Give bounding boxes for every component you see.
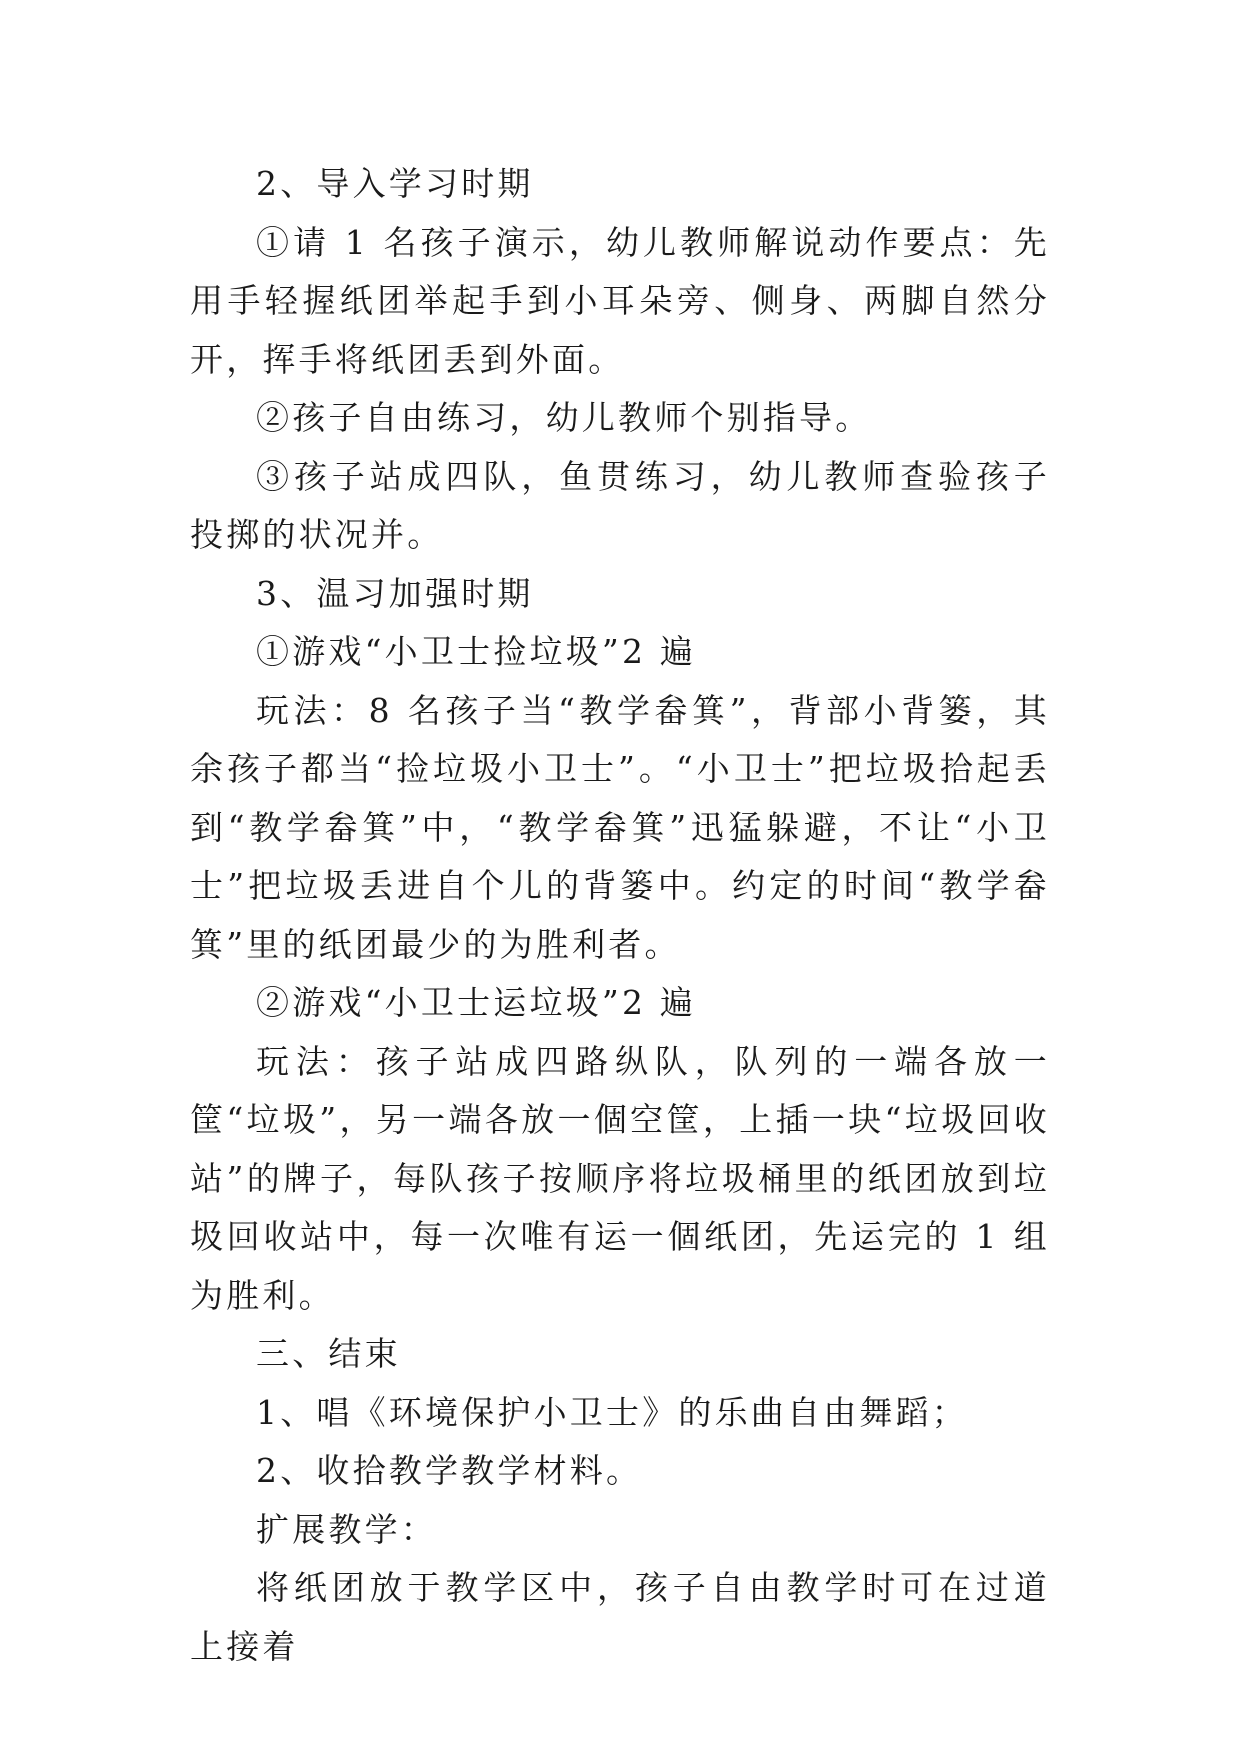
paragraph: 玩法：孩子站成四路纵队，队列的一端各放一筐“垃圾”，另一端各放一個空筐，上插一块“垃圾回收站”的牌子，每队孩子按顺序将垃圾桶里的纸团放到垃圾回收站中，每一次唯有运一個纸团，先运完的 1 组为胜利。 (190, 1041, 1050, 1315)
section-heading: 3、温习加强时期 (256, 573, 534, 613)
section-heading: 扩展教学： (256, 1509, 437, 1549)
paragraph: 1、唱《环境保护小卫士》的乐曲自由舞蹈； (256, 1392, 968, 1432)
paragraph: 2、收拾教学教学材料。 (256, 1451, 643, 1490)
paragraph: 将纸团放于教学区中，孩子自由教学时可在过道上接着 (190, 1568, 1050, 1666)
paragraph: ②孩子自由练习，幼儿教师个别指导。 (256, 398, 872, 437)
paragraph: ①请 1 名孩子演示，幼儿教师解说动作要点：先用手轻握纸团举起手到小耳朵旁、侧身、两脚自然分开，挥手将纸团丢到外面。 (190, 222, 1050, 379)
document-page (190, 155, 1050, 1676)
paragraph: ③孩子站成四队，鱼贯练习，幼儿教师查验孩子投掷的状况并。 (190, 456, 1050, 554)
section-heading: 三、结束 (256, 1334, 401, 1373)
section-heading: 2、导入学习时期 (256, 164, 534, 203)
paragraph: 玩法：8 名孩子当“教学畚箕”，背部小背篓，其余孩子都当“捡垃圾小卫士”。“小卫士”把垃圾拾起丢到“教学畚箕”中，“教学畚箕”迅猛躲避，不让“小卫士”把垃圾丢进自个儿的背篓中。约定的时间“教学畚箕”里的纸团最少的为胜利者。 (190, 690, 1050, 964)
paragraph: ①游戏“小卫士捡垃圾”2 遍 (256, 632, 697, 671)
paragraph: ②游戏“小卫士运垃圾”2 遍 (256, 983, 697, 1022)
